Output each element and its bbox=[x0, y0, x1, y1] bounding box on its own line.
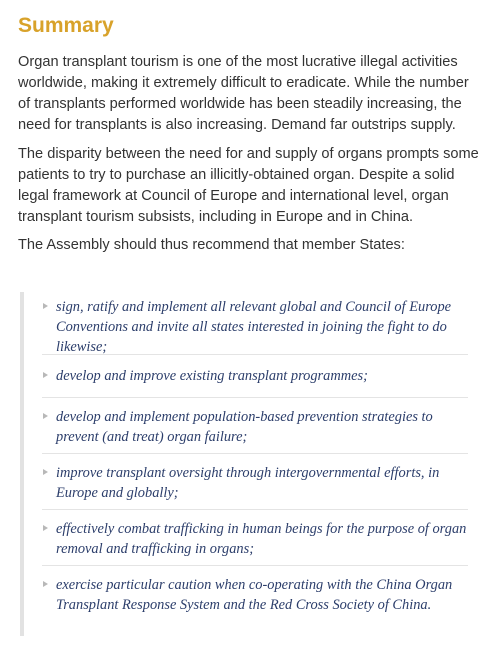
summary-paragraph-2: The disparity between the need for and supply of organs prompts some patients to try to purchase an illicitly-obtained organ. Despite a solid legal framework at Council of Europe and international level, organ transplant tourism subsists, including in Europe and in China. bbox=[18, 146, 479, 225]
recommendation-text: effectively combat trafficking in human beings for the purpose of organ removal and trafficking in organs; bbox=[56, 521, 467, 557]
list-item bbox=[42, 398, 468, 454]
list-item bbox=[42, 566, 468, 634]
recommendation-text: develop and implement population-based prevention strategies to prevent (and treat) organ failure; bbox=[56, 409, 433, 445]
triangle-right-icon bbox=[43, 413, 48, 419]
summary-paragraph-3: The Assembly should thus recommend that member States: bbox=[18, 237, 405, 253]
triangle-right-icon bbox=[43, 372, 48, 378]
recommendations-list bbox=[24, 292, 468, 634]
triangle-right-icon bbox=[43, 581, 48, 587]
recommendations-blockquote bbox=[20, 292, 468, 636]
recommendation-text: sign, ratify and implement all relevant global and Council of Europe Conventions and invite all states interested in joining the fight to do likewise; bbox=[56, 299, 452, 355]
list-item bbox=[42, 292, 468, 355]
list-item bbox=[42, 355, 468, 398]
list-item bbox=[42, 510, 468, 566]
summary-title: Summary bbox=[18, 14, 114, 37]
triangle-right-icon bbox=[43, 469, 48, 475]
recommendation-text: improve transplant oversight through intergovernmental efforts, in Europe and globally; bbox=[56, 465, 440, 501]
list-item bbox=[42, 454, 468, 510]
summary-paragraph-1: Organ transplant tourism is one of the most lucrative illegal activities worldwide, making it extremely difficult to eradicate. While the number of transplants performed worldwide has been steadily increasing, the need for transplants is also increasing. Demand far outstrips supply. bbox=[18, 54, 469, 133]
triangle-right-icon bbox=[43, 525, 48, 531]
recommendation-text: exercise particular caution when co-operating with the China Organ Transplant Response System and the Red Cross Society of China. bbox=[56, 577, 453, 613]
recommendation-text: develop and improve existing transplant programmes; bbox=[56, 368, 368, 384]
triangle-right-icon bbox=[43, 303, 48, 309]
